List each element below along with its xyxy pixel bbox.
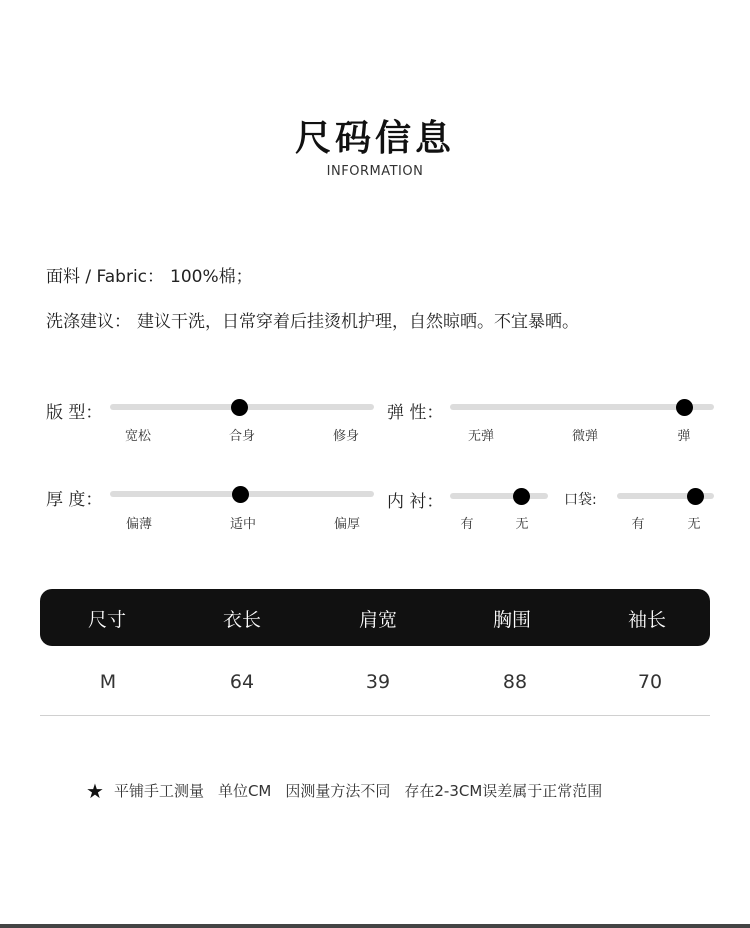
pocket-tick-yes: 有 <box>631 517 645 532</box>
lining-knob <box>513 488 530 505</box>
table-divider <box>40 715 710 716</box>
care-label: 洗涤建议： <box>46 312 131 332</box>
care-line <box>46 307 579 332</box>
fabric-label: 面料 / Fabric： <box>46 267 165 287</box>
elasticity-track <box>450 404 714 410</box>
lining-track <box>450 493 548 499</box>
measurement-note <box>86 779 602 803</box>
elasticity-tick-stretch: 弹 <box>677 429 691 444</box>
fit-tick-slim: 修身 <box>332 429 360 444</box>
thickness-tick-thin: 偏薄 <box>125 517 153 532</box>
care-value: 建议干洗，日常穿着后挂烫机护理，自然晾晒。不宜暴晒。 <box>137 312 579 332</box>
cell-sleeve: 70 <box>637 671 663 693</box>
header-shoulder: 肩宽 <box>358 609 398 631</box>
header-size: 尺寸 <box>87 609 127 631</box>
lining-tick-no: 无 <box>515 517 529 532</box>
fit-tick-loose: 宽松 <box>124 429 152 444</box>
pocket-label: 口袋: <box>564 492 597 508</box>
fabric-value: 100%棉； <box>170 267 253 287</box>
cell-length: 64 <box>229 671 255 693</box>
header-length: 衣长 <box>222 609 262 631</box>
page-title: 尺码信息 <box>294 117 455 159</box>
header-sleeve: 袖长 <box>627 609 667 631</box>
thickness-label: 厚 度： <box>46 490 103 510</box>
thickness-knob <box>232 486 249 503</box>
elasticity-label: 弹 性： <box>387 403 444 423</box>
fit-tick-regular: 合身 <box>228 429 256 444</box>
header-chest: 胸围 <box>492 609 532 631</box>
page-subtitle: INFORMATION <box>326 164 424 179</box>
bottom-border <box>0 924 750 928</box>
cell-size: M <box>99 671 117 693</box>
fit-knob <box>231 399 248 416</box>
thickness-tick-medium: 适中 <box>229 517 257 532</box>
note-segment: 单位CM <box>217 782 272 800</box>
cell-chest: 88 <box>502 671 528 693</box>
lining-tick-yes: 有 <box>460 517 474 532</box>
elasticity-knob <box>676 399 693 416</box>
cell-shoulder: 39 <box>365 671 391 693</box>
note-segment: 因测量方法不同 <box>285 782 391 800</box>
elasticity-tick-slight: 微弹 <box>571 429 599 444</box>
lining-label: 内 衬： <box>387 492 444 512</box>
note-segment: 存在2-3CM误差属于正常范围 <box>404 782 603 800</box>
elasticity-tick-none: 无弹 <box>467 429 495 444</box>
fit-label: 版 型： <box>46 403 103 423</box>
fabric-line <box>46 262 253 287</box>
thickness-tick-thick: 偏厚 <box>333 517 361 532</box>
note-segment: 平铺手工测量 <box>113 782 204 800</box>
star-icon: ★ <box>86 779 104 803</box>
pocket-knob <box>687 488 704 505</box>
pocket-tick-no: 无 <box>687 517 701 532</box>
